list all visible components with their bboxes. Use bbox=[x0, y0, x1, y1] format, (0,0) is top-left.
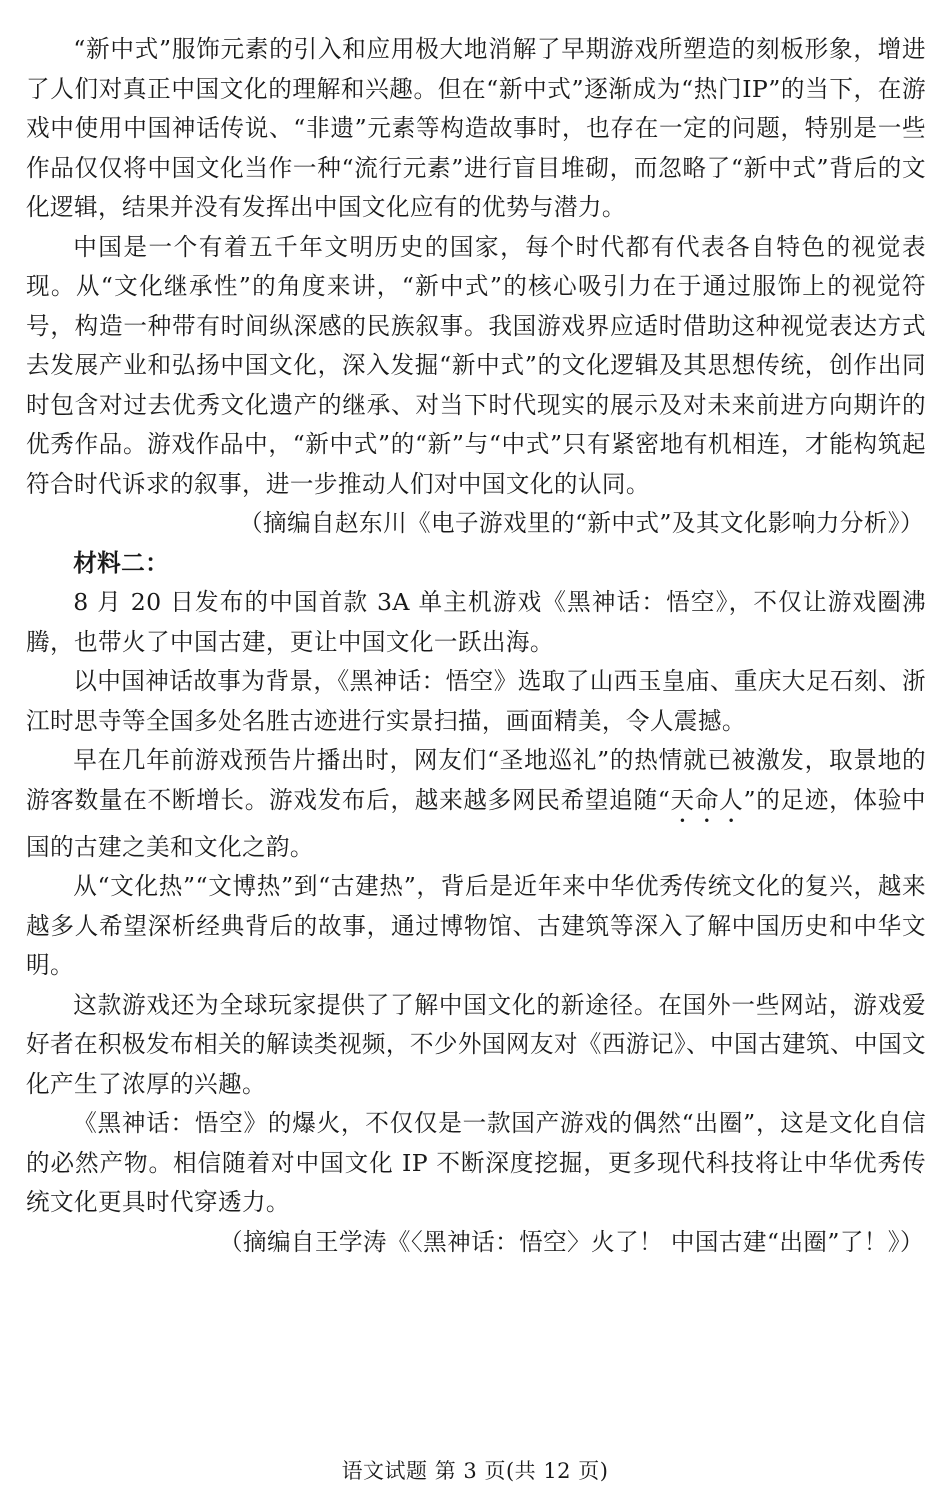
material-two-source: （摘编自王学涛《〈黑神话：悟空〉火了！ 中国古建“出圈”了！》） bbox=[218, 1227, 924, 1256]
material-two-paragraph-4: 从“文化热”“文博热”到“古建热”，背后是近年来中华优秀传统文化的复兴，越来越多人希望深析经典背后的故事，通过博物馆、古建筑等深入了解中国历史和中华文明。 bbox=[26, 872, 926, 979]
article-body bbox=[26, 30, 926, 1262]
paragraph-3-text-before: 早在几年前游戏预告片播出时，网友们“圣地巡礼”的热情就已被激发，取景地的游客数量在不断增长。游戏发布后，越来越多网民希望追随“ bbox=[26, 746, 926, 814]
material-two-paragraph-6: 《黑神话：悟空》的爆火，不仅仅是一款国产游戏的偶然“出圈”，这是文化自信的必然产物。相信随着对中国文化 IP 不断深度挖掘，更多现代科技将让中华优秀传统文化更具时代穿透力。 bbox=[26, 1109, 926, 1216]
material-one-paragraph-2: 中国是一个有着五千年文明历史的国家，每个时代都有代表各自特色的视觉表现。从“文化继承性”的角度来讲，“新中式”的核心吸引力在于通过服饰上的视觉符号，构造一种带有时间纵深感的民族叙事。我国游戏界应适时借助这种视觉表达方式去发展产业和弘扬中国文化，深入发掘“新中式”的文化逻辑及其思想传统，创作出同时包含对过去优秀文化遗产的继承、对当下时代现实的展示及对未来前进方向期许的优秀作品。游戏作品中，“新中式”的“新”与“中式”只有紧密地有机相连，才能构筑起符合时代诉求的叙事，进一步推动人们对中国文化的认同。 bbox=[26, 232, 926, 498]
material-two-heading: 材料二： bbox=[73, 548, 170, 577]
material-one-paragraph-1: “新中式”服饰元素的引入和应用极大地消解了早期游戏所塑造的刻板形象，增进了人们对真正中国文化的理解和兴趣。但在“新中式”逐渐成为“热门IP”的当下，在游戏中使用中国神话传说、“非遗”元素等构造故事时，也存在一定的问题，特别是一些作品仅仅将中国文化当作一种“流行元素”进行盲目堆砌，而忽略了“新中式”背后的文化逻辑，结果并没有发挥出中国文化应有的优势与潜力。 bbox=[26, 35, 926, 221]
material-one-source: （摘编自赵东川《电子游戏里的“新中式”及其文化影响力分析》） bbox=[239, 509, 924, 537]
paragraph-3-text-after: ”的足迹，体验中国的古建之美和文化之韵。 bbox=[26, 785, 927, 861]
material-two-paragraph-1: 8 月 20 日发布的中国首款 3A 单主机游戏《黑神话：悟空》，不仅让游戏圈沸腾，也带火了中国古建，更让中国文化一跃出海。 bbox=[26, 588, 926, 656]
material-two-paragraph-2: 以中国神话故事为背景，《黑神话：悟空》选取了山西玉皇庙、重庆大足石刻、浙江时思寺等全国多处名胜古迹进行实景扫描，画面精美，令人震撼。 bbox=[26, 667, 926, 735]
emphasized-term: 天命人 bbox=[670, 785, 744, 814]
material-two-paragraph-5: 这款游戏还为全球玩家提供了了解中国文化的新途径。在国外一些网站，游戏爱好者在积极发布相关的解读类视频，不少外国网友对《西游记》、中国古建筑、中国文化产生了浓厚的兴趣。 bbox=[26, 990, 926, 1098]
material-two-paragraph-3 bbox=[26, 741, 926, 867]
page-footer: 语文试题 第 3 页(共 12 页) bbox=[341, 1459, 609, 1483]
